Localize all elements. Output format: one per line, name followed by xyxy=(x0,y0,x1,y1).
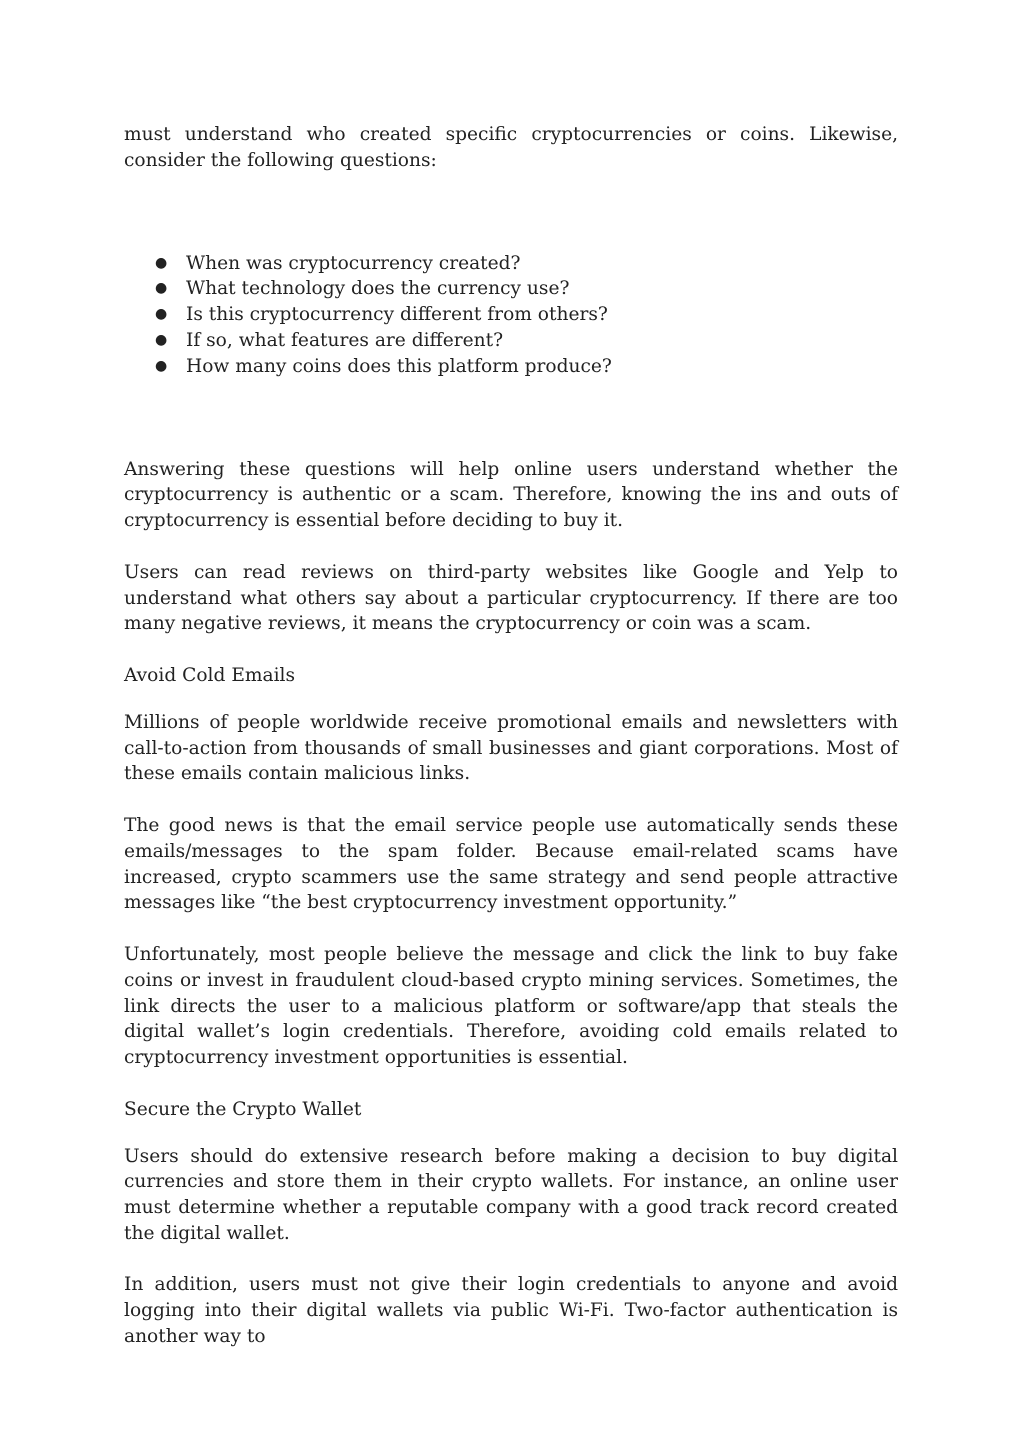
bullet-icon: ● xyxy=(155,357,168,374)
list-item xyxy=(124,276,898,302)
bullet-icon: ● xyxy=(155,254,168,271)
intro-paragraph: must understand who created specific cryptocurrencies or coins. Likewise, consider the following questions: xyxy=(124,124,898,171)
list-item-text: What technology does the currency use? xyxy=(186,278,570,300)
section-heading-cold-emails: Avoid Cold Emails xyxy=(124,664,296,686)
unfortunately-paragraph: Unfortunately, most people believe the message and click the link to buy fake coins or invest in fraudulent cloud-based crypto mining services. Sometimes, the link directs the user to a malicious platform or software/app that steals the digital wallet’s login credentials. Therefore, avoiding cold emails related to cryptocurrency investment opportunities is essential. xyxy=(124,943,898,1069)
question-list xyxy=(124,251,898,380)
answering-paragraph: Answering these questions will help online users understand whether the cryptocurrency is authentic or a scam. Therefore, knowing the ins and outs of cryptocurrency is essential before deciding to buy it. xyxy=(124,458,898,532)
spacer xyxy=(124,1123,898,1144)
bullet-icon: ● xyxy=(155,280,168,297)
list-item-text: If so, what features are different? xyxy=(186,329,504,351)
spacer xyxy=(124,380,898,457)
millions-paragraph: Millions of people worldwide receive promotional emails and newsletters with call-to-action from thousands of small businesses and giant corporations. Most of these emails contain malicious links. xyxy=(124,711,898,785)
list-item xyxy=(124,302,898,328)
bullet-icon: ● xyxy=(155,331,168,348)
bullet-icon: ● xyxy=(155,306,168,323)
spacer xyxy=(124,689,898,710)
list-item-text: When was cryptocurrency created? xyxy=(186,252,521,274)
spacer xyxy=(124,1247,898,1273)
addition-paragraph: In addition, users must not give their login credentials to anyone and avoid logging into their digital wallets via public Wi-Fi. Two-factor authentication is another way to xyxy=(124,1274,898,1348)
spacer xyxy=(124,787,898,813)
list-item-text: Is this cryptocurrency different from others? xyxy=(186,304,608,326)
research-paragraph: Users should do extensive research before making a decision to buy digital currencies and store them in their crypto wallets. For instance, an online user must determine whether a reputable company with a good track record created the digital wallet. xyxy=(124,1145,898,1244)
spacer xyxy=(124,174,898,251)
good-news-paragraph: The good news is that the email service people use automatically sends these emails/messages to the spam folder. Because email-related scams have increased, crypto scammers use the same strategy and send people attractive messages like “the best cryptocurrency investment opportunity.” xyxy=(124,814,898,914)
spacer xyxy=(124,916,898,942)
list-item xyxy=(124,354,898,380)
spacer xyxy=(124,637,898,663)
list-item xyxy=(124,328,898,354)
spacer xyxy=(124,534,898,560)
document-page xyxy=(124,122,898,1350)
list-item-text: How many coins does this platform produce? xyxy=(186,355,612,377)
reviews-paragraph: Users can read reviews on third-party websites like Google and Yelp to understand what others say about a particular cryptocurrency. If there are too many negative reviews, it means the cryptocurrency or coin was a scam. xyxy=(124,561,898,635)
spacer xyxy=(124,1071,898,1097)
list-item xyxy=(124,251,898,277)
section-heading-secure-wallet: Secure the Crypto Wallet xyxy=(124,1098,362,1120)
